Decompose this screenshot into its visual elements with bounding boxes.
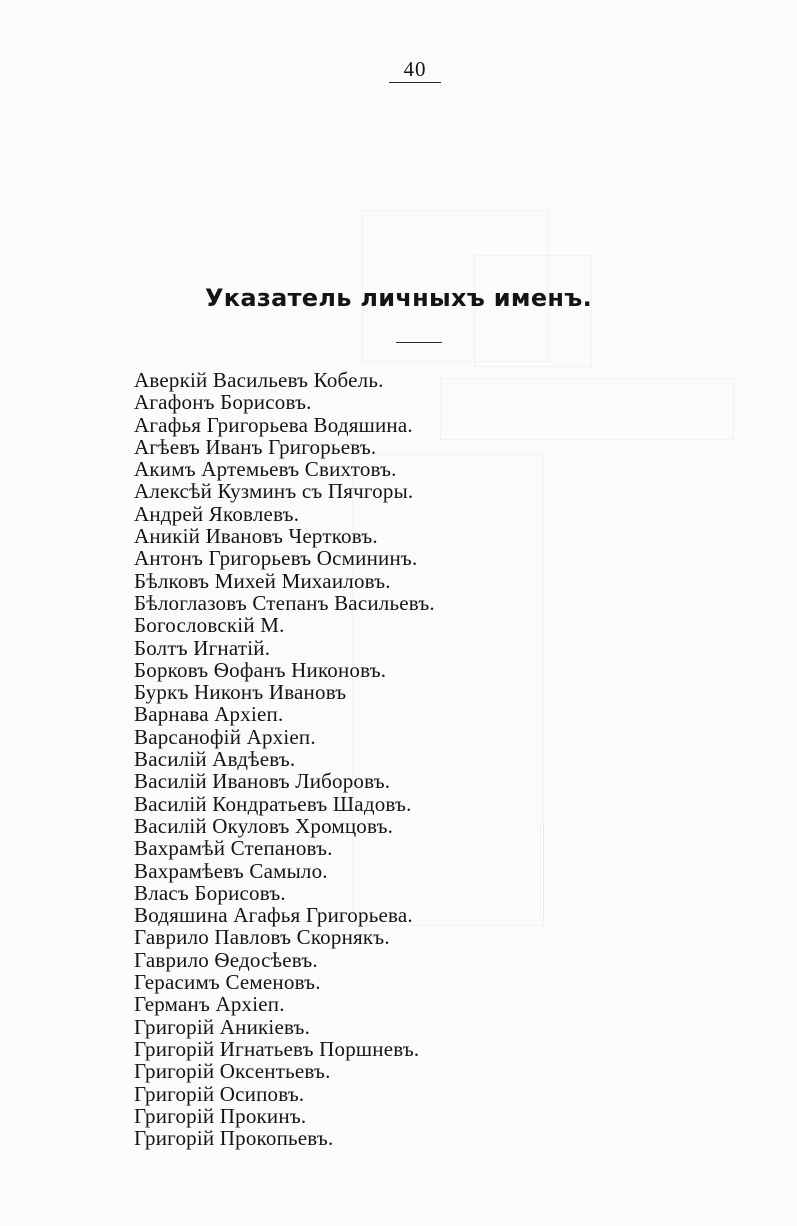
index-entry: Василій Кондратьевъ Шадовъ. (134, 791, 412, 816)
index-entry: Варсанофій Архіеп. (134, 724, 316, 749)
index-entry: Болтъ Игнатій. (134, 635, 271, 660)
index-entry: Германъ Архіеп. (134, 992, 285, 1017)
index-entry: Аверкій Васильевъ Кобель. (134, 368, 384, 392)
index-entry: Богословскій М. (134, 613, 285, 638)
index-entry: Герасимъ Семеновъ. (134, 970, 321, 995)
index-entry: Григорій Прокинъ. (134, 1103, 307, 1128)
index-entry: Василій Окуловъ Хромцовъ. (134, 813, 394, 838)
index-entry: Андрей Яковлевъ. (134, 501, 300, 526)
index-entry: Борковъ Ѳофанъ Никоновъ. (134, 657, 387, 682)
heading-rule (396, 342, 442, 343)
name-index-list (134, 369, 694, 1149)
index-entry: Василій Авдѣевъ. (134, 747, 296, 772)
index-entry: Водяшина Агафья Григорьева. (134, 903, 413, 928)
index-entry: Алексѣй Кузминъ съ Пячгоры. (134, 479, 414, 504)
index-entry: Гаврило Ѳедосѣевъ. (134, 947, 318, 972)
index-entry: Вахрамѣй Степановъ. (134, 836, 333, 861)
index-entry: Григорій Оксентьевъ. (134, 1059, 331, 1084)
index-entry: Агафья Григорьева Водяшина. (134, 412, 413, 437)
index-entry: Буркъ Никонъ Ивановъ (134, 680, 347, 705)
index-entry: Варнава Архіеп. (134, 702, 284, 727)
index-heading: Указатель личныхъ именъ. (204, 284, 593, 312)
index-entry: Вахрамѣевъ Самыло. (134, 858, 328, 883)
index-entry: Власъ Борисовъ. (134, 880, 286, 905)
index-entry: Акимъ Артемьевъ Свихтовъ. (134, 457, 397, 482)
index-entry: Агѣевъ Иванъ Григорьевъ. (134, 434, 377, 459)
page-number: 40 (403, 57, 427, 81)
index-entry: Агафонъ Борисовъ. (134, 390, 312, 415)
page-number-rule (389, 82, 441, 83)
index-entry: Аникій Ивановъ Чертковъ. (134, 524, 378, 549)
index-entry: Василій Ивановъ Либоровъ. (134, 769, 391, 794)
index-entry: Григорій Игнатьевъ Поршневъ. (134, 1036, 420, 1061)
index-entry: Гаврило Павловъ Скорнякъ. (134, 925, 390, 950)
index-entry: Антонъ Григорьевъ Осмининъ. (134, 546, 418, 571)
index-entry: Григорій Осиповъ. (134, 1081, 305, 1106)
index-entry: Григорій Прокопьевъ. (134, 1126, 334, 1151)
index-entry: Григорій Аникіевъ. (134, 1014, 311, 1039)
index-entry: Бѣлоглазовъ Степанъ Васильевъ. (134, 590, 435, 615)
index-entry: Бѣлковъ Михей Михаиловъ. (134, 568, 391, 593)
